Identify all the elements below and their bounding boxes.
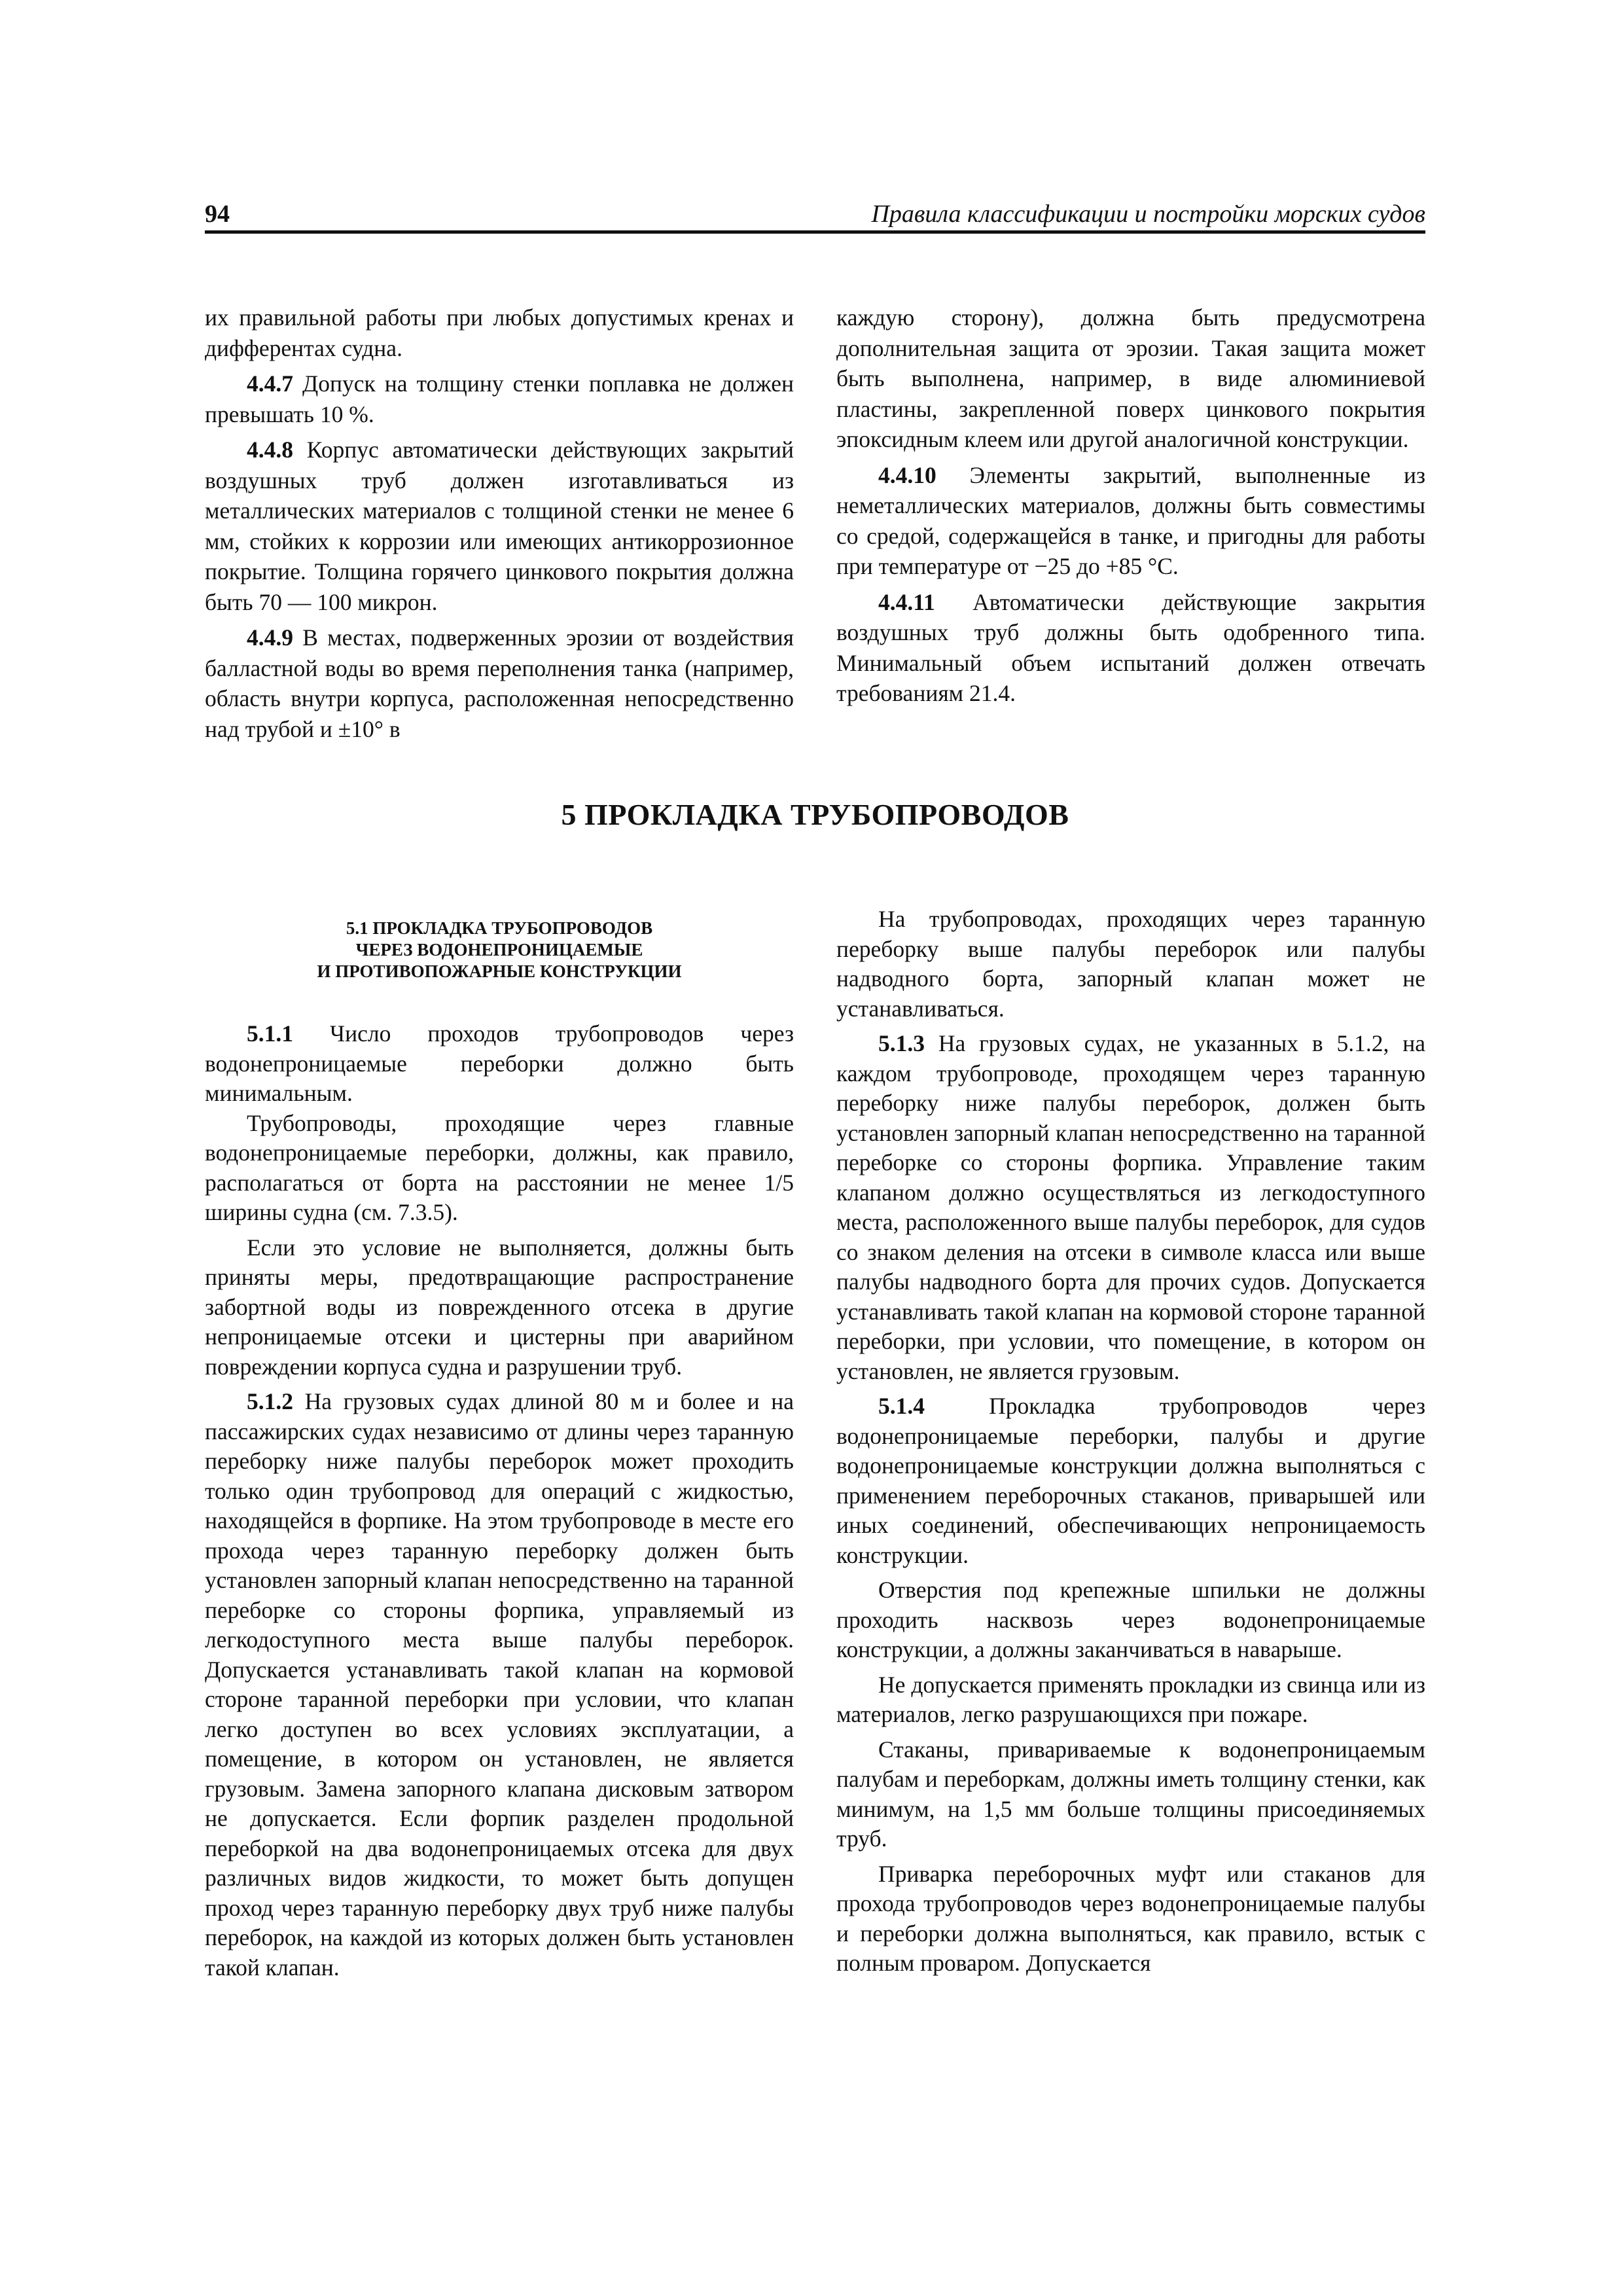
paragraph-text: Число проходов трубопроводов через водонепроницаемые переборки должно быть минимальным. <box>205 1020 794 1106</box>
clause-number: 5.1.3 <box>878 1030 925 1056</box>
paragraph-text: Корпус автоматически действующих закрытий воздушных труб должен изготавливаться из металлических материалов с толщиной стенки не менее 6 мм, стойких к коррозии или имеющих антикоррозионное покрытие. Толщина горячего цинкового покрытия должна быть 70 — 100 микрон. <box>205 437 794 615</box>
header-rule <box>205 230 1425 234</box>
section-heading-line: 5.1 ПРОКЛАДКА ТРУБОПРОВОДОВ <box>346 918 653 938</box>
paragraph <box>836 1029 1425 1386</box>
paragraph <box>205 302 794 363</box>
paragraph-text: каждую сторону), должна быть предусмотрена дополнительная защита от эрозии. Такая защита может быть выполнена, например, в виде алюминиевой пластины, закрепленной поверх цинкового покрытия эпоксидным клеем или другой аналогичной конструкции. <box>836 304 1425 452</box>
page-number: 94 <box>205 200 230 228</box>
paragraph-text: Приварка переборочных муфт или стаканов для прохода трубопроводов через водонепроницаемые палубы и переборки должна выполняться, как правило, встык с полным проваром. Допускается <box>836 1860 1425 1976</box>
bottom-left-column <box>205 905 794 1982</box>
paragraph-text: На трубопроводах, проходящих через таранную переборку выше палубы переборок или палубы надводного борта, запорный клапан может не устанавливаться. <box>836 906 1425 1022</box>
paragraph <box>205 435 794 617</box>
clause-number: 5.1.4 <box>878 1393 925 1419</box>
clause-number: 4.4.8 <box>247 437 293 463</box>
paragraph <box>205 1109 794 1228</box>
paragraph-text: Не допускается применять прокладки из свинца или из материалов, легко разрушающихся при пожаре. <box>836 1671 1425 1727</box>
clause-number: 5.1.2 <box>247 1388 293 1414</box>
paragraph <box>836 1859 1425 1979</box>
running-header <box>205 200 1425 232</box>
paragraph-text: На грузовых судах, не указанных в 5.1.2, на каждом трубопроводе, проходящем через таранную переборку ниже палубы переборок, должен быть установлен запорный клапан непосредственно на таранной переборке со стороны форпика. Управление таким клапаном должно осуществляться из легкодоступного места, расположенного выше палубы переборок, для судов со знаком деления на отсеки в символе класса или выше палубы надводного борта для прочих судов. Допускается устанавливать такой клапан на кормовой стороне таранной переборки, при условии, что помещение, в котором он установлен, не является грузовым. <box>836 1030 1425 1384</box>
paragraph <box>836 587 1425 709</box>
clause-number: 4.4.7 <box>247 370 293 397</box>
paragraph <box>836 1670 1425 1730</box>
paragraph-text: Прокладка трубопроводов через водонепроницаемые переборки, палубы и другие водонепроницаемые конструкции должна выполняться с применением переборочных стаканов, приварышей или иных соединений, обеспечивающих непроницаемость конструкции. <box>836 1393 1425 1568</box>
clause-number: 5.1.1 <box>247 1020 293 1047</box>
clause-number: 4.4.11 <box>878 588 935 615</box>
paragraph <box>205 368 794 429</box>
paragraph-text: Трубопроводы, проходящие через главные водонепроницаемые переборки, должны, как правило, располагаться от борта на расстоянии не менее 1/5 ширины судна (см. 7.3.5). <box>205 1109 794 1225</box>
top-right-column <box>836 302 1425 709</box>
paragraph <box>205 622 794 744</box>
paragraph <box>836 1735 1425 1854</box>
paragraph <box>205 1019 794 1109</box>
top-left-column <box>205 302 794 744</box>
paragraph <box>836 460 1425 582</box>
paragraph <box>836 1575 1425 1665</box>
paragraph-text: их правильной работы при любых допустимых кренах и дифферентах судна. <box>205 304 794 361</box>
paragraph <box>836 1391 1425 1570</box>
paragraph-text: В местах, подверженных эрозии от воздействия балластной воды во время переполнения танка (например, область внутри корпуса, расположенная непосредственно над трубой и ±10° в <box>205 624 794 742</box>
paragraph <box>205 1233 794 1382</box>
section-heading <box>205 918 794 982</box>
paragraph-text: Автоматически действующие закрытия воздушных труб должны быть одобренного типа. Минимальный объем испытаний должен отвечать требованиям 21.4. <box>836 588 1425 706</box>
bottom-right-column <box>836 905 1425 1979</box>
chapter-title: 5 ПРОКЛАДКА ТРУБОПРОВОДОВ <box>561 798 1069 831</box>
paragraph <box>205 1387 794 1982</box>
paragraph-text: Если это условие не выполняется, должны быть приняты меры, предотвращающие распространение забортной воды из поврежденного отсека в другие непроницаемые отсеки и цистерны при аварийном повреждении корпуса судна и разрушении труб. <box>205 1234 794 1380</box>
clause-number: 4.4.9 <box>247 624 293 651</box>
clause-number: 4.4.10 <box>878 461 936 488</box>
paragraph-text: На грузовых судах длиной 80 м и более и на пассажирских судах независимо от длины через таранную переборку ниже палубы переборок может проходить только один трубопровод для операций с жидкостью, находящейся в форпике. На этом трубопроводе в месте его прохода через таранную переборку должен быть установлен запорный клапан непосредственно на таранной переборке со стороны форпика, управляемый из легкодоступного места выше палубы переборок. Допускается устанавливать такой клапан на кормовой стороне таранной переборки при условии, что клапан легко доступен во всех условиях эксплуатации, а помещение, в котором он установлен, не является грузовым. Замена запорного клапана дисковым затвором не допускается. Если форпик разделен продольной переборкой на два водонепроницаемых отсека для двух различных видов жидкости, то может быть допущен проход через таранную переборку двух труб ниже палубы переборок, на каждой из которых должен быть установлен такой клапан. <box>205 1388 794 1981</box>
paragraph-text: Допуск на толщину стенки поплавка не должен превышать 10 %. <box>205 370 794 427</box>
running-title: Правила классификации и постройки морских судов <box>871 200 1425 228</box>
paragraph-text: Элементы закрытий, выполненные из неметаллических материалов, должны быть совместимы со средой, содержащейся в танке, и пригодны для работы при температуре от −25 до +85 °С. <box>836 461 1425 579</box>
section-heading-line: И ПРОТИВОПОЖАРНЫЕ КОНСТРУКЦИИ <box>317 961 682 981</box>
paragraph <box>836 905 1425 1024</box>
paragraph-text: Отверстия под крепежные шпильки не должны проходить насквозь через водонепроницаемые конструкции, а должны заканчиваться в наварыше. <box>836 1577 1425 1662</box>
paragraph <box>836 302 1425 455</box>
paragraph-text: Стаканы, привариваемые к водонепроницаемым палубам и переборкам, должны иметь толщину стенки, как минимум, на 1,5 мм больше толщины присоединяемых труб. <box>836 1736 1425 1852</box>
section-heading-line: ЧЕРЕЗ ВОДОНЕПРОНИЦАЕМЫЕ <box>355 940 643 960</box>
